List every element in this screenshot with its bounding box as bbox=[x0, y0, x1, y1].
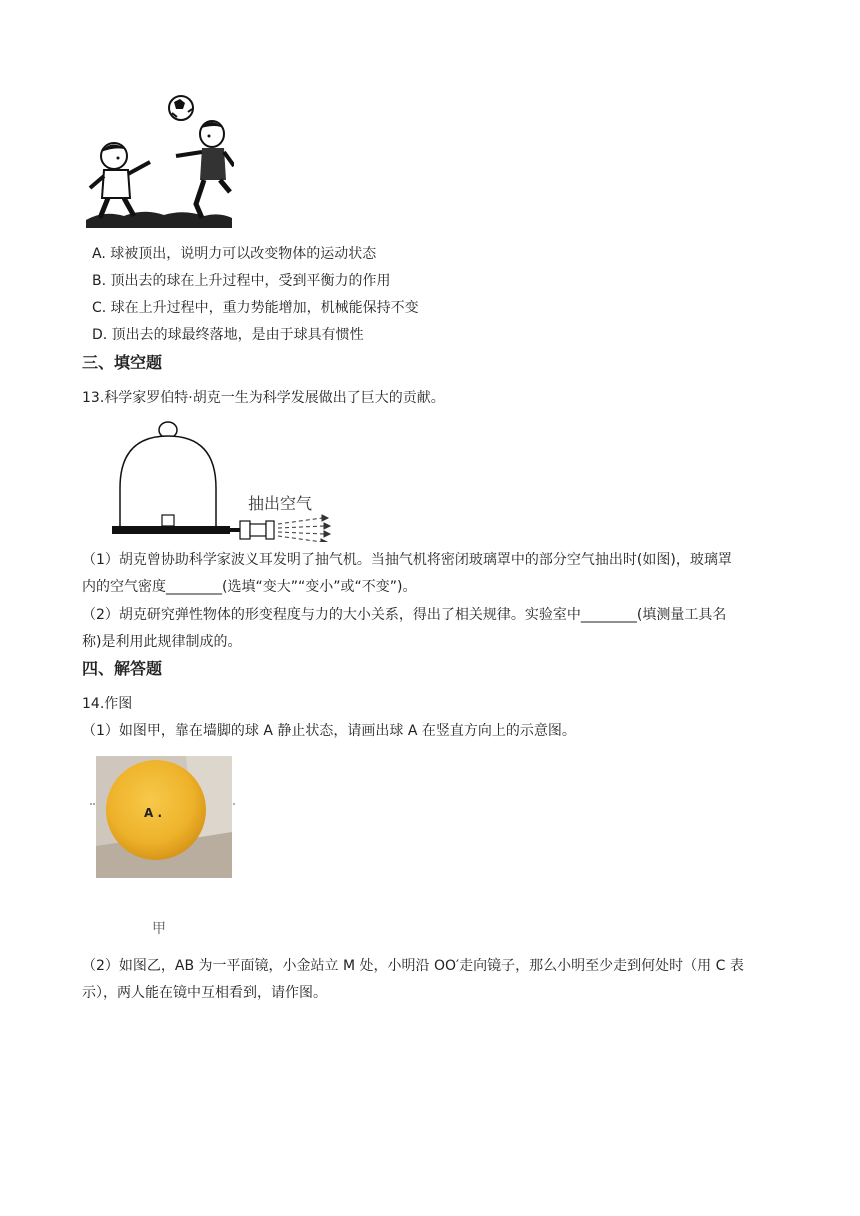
option-c: C. 球在上升过程中，重力势能增加，机械能保持不变 bbox=[92, 300, 419, 316]
question-13-stem: 13.科学家罗伯特·胡克一生为科学发展做出了巨大的贡献。 bbox=[82, 390, 445, 406]
section-heading-fill-in: 三、填空题 bbox=[82, 353, 163, 372]
ball-a-label: A . bbox=[144, 806, 163, 820]
bell-jar-figure bbox=[112, 418, 348, 542]
question-14-part2-line2: 示），两人能在镜中互相看到，请作图。 bbox=[82, 985, 327, 1001]
question-14-part1: （1）如图甲，靠在墙脚的球 A 静止状态，请画出球 A 在竖直方向上的示意图。 bbox=[82, 723, 576, 739]
question-14-stem: 14.作图 bbox=[82, 696, 133, 712]
kids-heading-ball-illustration bbox=[84, 92, 234, 232]
ball-a-photo bbox=[90, 756, 236, 882]
option-b: B. 顶出去的球在上升过程中，受到平衡力的作用 bbox=[92, 273, 391, 289]
question-14-part2-line1: （2）如图乙，AB 为一平面镜，小金站立 M 处，小明沿 OO′走向镜子，那么小明至少走到何处时（用 C 表 bbox=[82, 958, 744, 974]
question-13-part2-line1: （2）胡克研究弹性物体的形变程度与力的大小关系，得出了相关规律。实验室中________(填测量工具名 bbox=[82, 607, 727, 623]
question-13-part1-line2: 内的空气密度________(选填“变大”“变小”或“不变”)。 bbox=[82, 579, 417, 595]
pump-air-label: 抽出空气 bbox=[248, 494, 313, 513]
question-13-part1-line1: （1）胡克曾协助科学家波义耳发明了抽气机。当抽气机将密闭玻璃罩中的部分空气抽出时(如图)，玻璃罩 bbox=[82, 552, 732, 568]
section-heading-answer: 四、解答题 bbox=[82, 659, 163, 678]
option-d: D. 顶出去的球最终落地，是由于球具有惯性 bbox=[92, 327, 364, 343]
option-a: A. 球被顶出，说明力可以改变物体的运动状态 bbox=[92, 246, 377, 262]
figure-jia-caption: 甲 bbox=[152, 921, 166, 937]
question-13-part2-line2: 称)是利用此规律制成的。 bbox=[82, 634, 242, 650]
